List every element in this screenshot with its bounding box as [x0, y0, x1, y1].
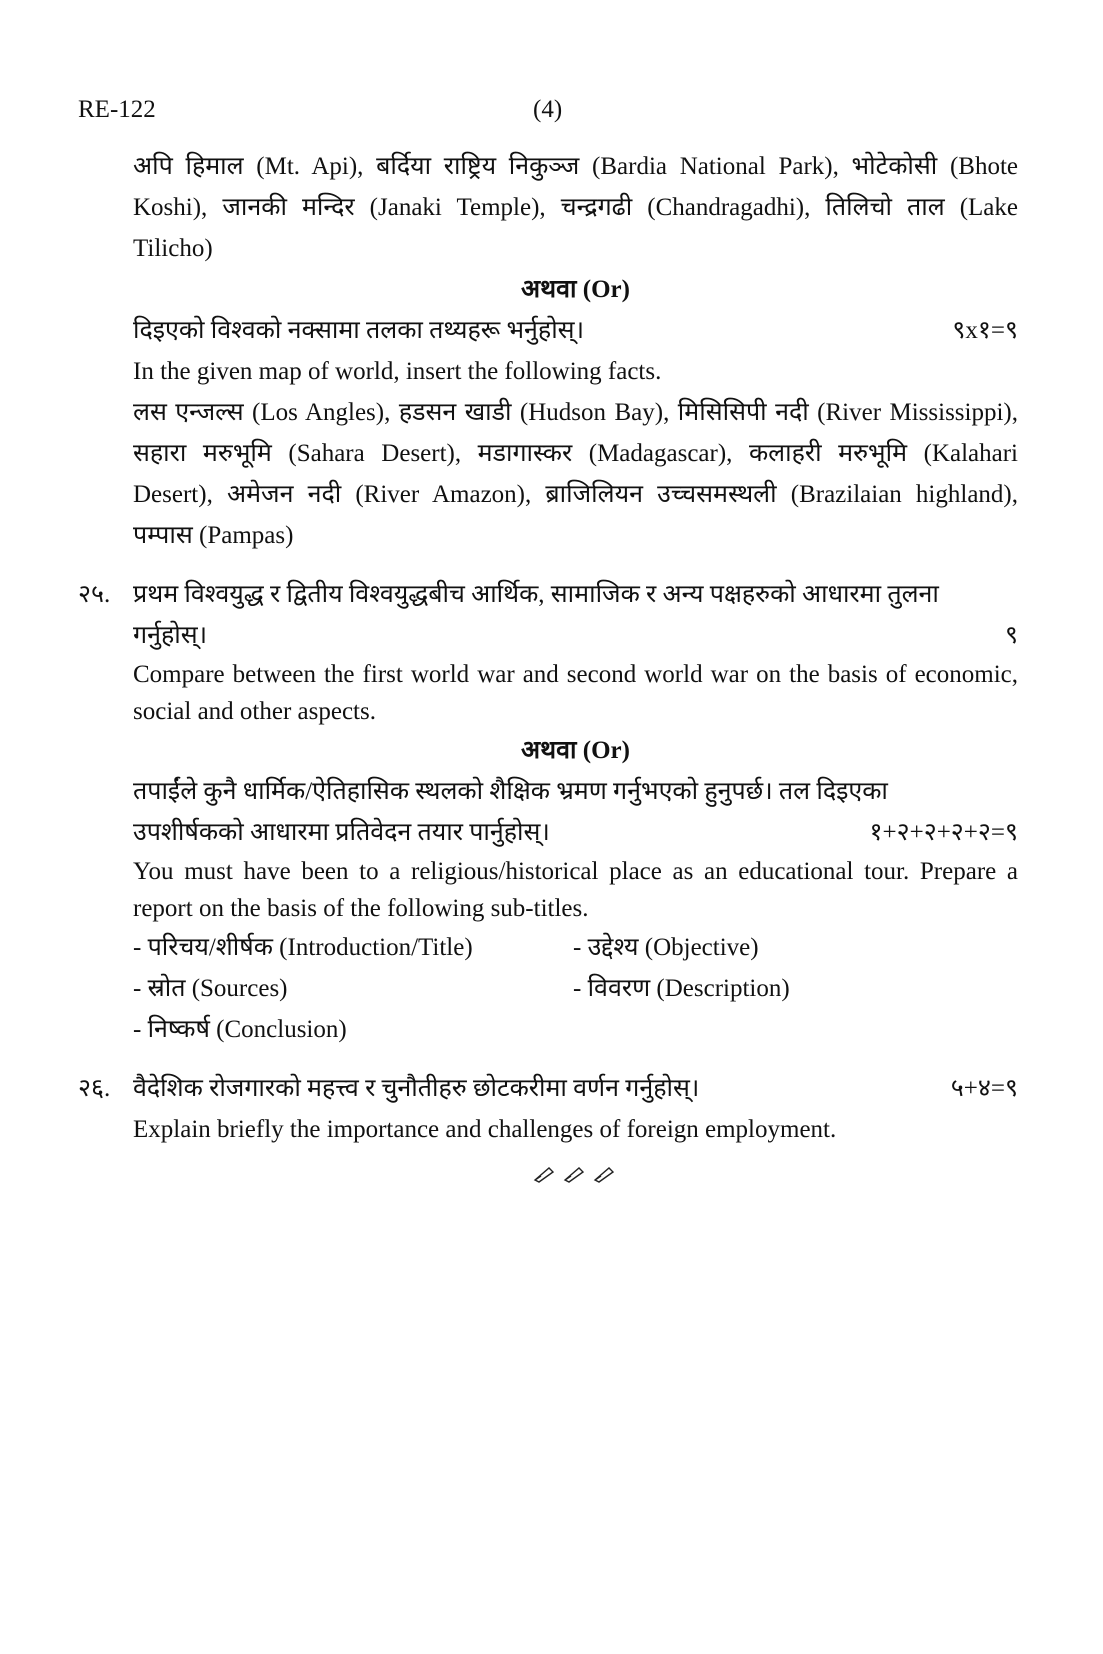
question-number: २६.: [78, 1075, 111, 1102]
subtitle-row: [133, 968, 1018, 1009]
subtitle-row: [133, 1009, 1018, 1050]
page-header: [78, 96, 1018, 136]
pen-nib-icon: [531, 1164, 621, 1189]
subtitle-row: [133, 927, 1018, 968]
subtitle-item: - उद्देश्य (Objective): [573, 934, 759, 961]
question-number: २५.: [78, 581, 111, 608]
map-instruction-en: In the given map of world, insert the following facts.: [133, 358, 662, 385]
marks: ५+४=९: [950, 1075, 1018, 1102]
map-instruction-np: दिइएको विश्वको नक्सामा तलका तथ्यहरू भर्नुहोस्।: [133, 317, 585, 344]
subtitle-item: - निष्कर्ष (Conclusion): [133, 1016, 347, 1043]
question-np-row: [133, 1068, 1018, 1109]
question-25: [78, 574, 1018, 1050]
marks: ९: [1004, 622, 1018, 649]
question-en: Compare between the first world war and second world war on the basis of economic, social and other aspects.: [133, 661, 1018, 725]
question-np-line: उपशीर्षकको आधारमा प्रतिवेदन तयार पार्नुहोस्।: [133, 819, 550, 846]
question-np-line: तपाईंले कुनै धार्मिक/ऐतिहासिक स्थलको शैक्षिक भ्रमण गर्नुभएको हुनुपर्छ। तल दिइएका: [133, 778, 888, 805]
question-np-line: गर्नुहोस्।: [133, 622, 208, 649]
subtitle-item: - विवरण (Description): [573, 975, 790, 1002]
question-en: Explain briefly the importance and challenges of foreign employment.: [133, 1116, 837, 1143]
end-mark: [133, 1156, 1018, 1197]
question-np-row: [133, 812, 1018, 853]
continuation-text: अपि हिमाल (Mt. Api), बर्दिया राष्ट्रिय निकुञ्ज (Bardia National Park), भोटेकोसी (Bhote Koshi), जानकी मन्दिर (Janaki Temple), चन्द्रगढी (Chandragadhi), तिलिचो ताल (Lake Tilicho): [133, 153, 1018, 262]
or-heading: अथवा (Or): [521, 276, 630, 303]
page-number: (4): [533, 96, 563, 123]
marks: ९x१=९: [952, 317, 1018, 344]
map-items: लस एन्जल्स (Los Angles), हडसन खाडी (Hudson Bay), मिसिसिपी नदी (River Mississippi), सहारा मरुभूमि (Sahara Desert), मडागास्कर (Madagascar), कलाहरी मरुभूमि (Kalahari Desert), अमेजन नदी (River Amazon), ब्राजिलियन उच्चसमस्थली (Brazilaian highland), पम्पास (Pampas): [133, 399, 1018, 549]
question-26: [78, 1068, 1018, 1150]
subtitle-item: - स्रोत (Sources): [133, 975, 288, 1002]
question-np-row: [133, 615, 1018, 656]
question-np-line: वैदेशिक रोजगारको महत्त्व र चुनौतीहरु छोटकरीमा वर्णन गर्नुहोस्।: [133, 1075, 700, 1102]
question-en: You must have been to a religious/historical place as an educational tour. Prepare a report on the basis of the following sub-titles.: [133, 858, 1018, 922]
question-np-line: प्रथम विश्वयुद्ध र द्वितीय विश्वयुद्धबीच आर्थिक, सामाजिक र अन्य पक्षहरुको आधारमा तुलना: [133, 581, 939, 608]
subtitle-item: - परिचय/शीर्षक (Introduction/Title): [133, 934, 473, 961]
marks: १+२+२+२+२=९: [869, 819, 1018, 846]
or-heading: अथवा (Or): [521, 737, 630, 764]
paper-code: RE-122: [78, 96, 156, 123]
question-body: [78, 146, 1018, 1197]
map-instruction-row: [133, 310, 1018, 351]
